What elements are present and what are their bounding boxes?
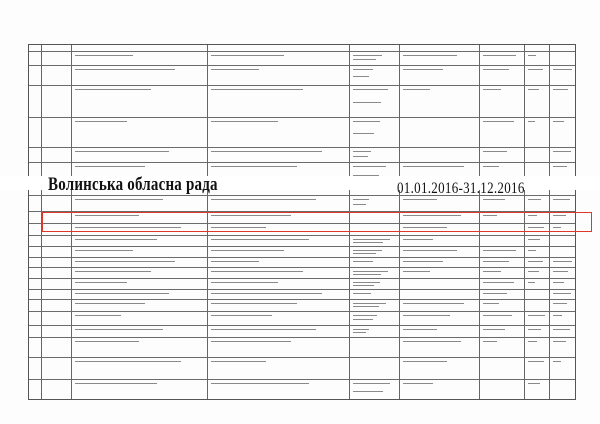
illegible-cell-text [211, 121, 278, 122]
illegible-cell-text [403, 315, 450, 316]
illegible-cell-text [353, 166, 386, 167]
illegible-cell-text [553, 151, 571, 152]
illegible-cell-text [75, 250, 133, 251]
illegible-cell-text [211, 315, 272, 316]
illegible-cell-text [553, 303, 567, 304]
illegible-cell-text [483, 261, 509, 262]
illegible-cell-text [403, 89, 430, 90]
illegible-cell-text [528, 361, 544, 362]
table-row [29, 246, 575, 247]
illegible-cell-text [483, 282, 514, 283]
illegible-cell-text [553, 166, 567, 167]
illegible-cell-text [211, 341, 291, 342]
illegible-cell-text [211, 303, 297, 304]
illegible-cell-text [528, 383, 540, 384]
illegible-cell-text [403, 271, 430, 272]
illegible-cell-text [75, 293, 169, 294]
illegible-cell-text [75, 282, 127, 283]
illegible-cell-text [75, 261, 175, 262]
illegible-cell-text [553, 315, 562, 316]
illegible-cell-text [483, 341, 497, 342]
illegible-cell-text [211, 250, 284, 251]
illegible-cell-text [553, 293, 571, 294]
illegible-cell-text [528, 55, 536, 56]
illegible-cell-text [353, 271, 388, 272]
illegible-cell-text [528, 282, 535, 283]
illegible-cell-text [353, 59, 376, 60]
illegible-cell-text [75, 239, 157, 240]
illegible-cell-text [483, 293, 507, 294]
illegible-cell-text [528, 199, 541, 200]
illegible-cell-text [75, 55, 133, 56]
illegible-cell-text [353, 69, 373, 70]
illegible-cell-text [553, 199, 570, 200]
illegible-cell-text [75, 329, 163, 330]
illegible-cell-text [211, 329, 316, 330]
illegible-cell-text [483, 166, 499, 167]
illegible-cell-text [353, 151, 371, 152]
organization-heading: Волинська обласна рада [48, 175, 218, 195]
illegible-cell-text [211, 89, 303, 90]
illegible-cell-text [553, 69, 572, 70]
table-row [29, 117, 575, 118]
illegible-cell-text [528, 341, 537, 342]
illegible-cell-text [528, 89, 539, 90]
illegible-cell-text [75, 303, 145, 304]
illegible-cell-text [211, 293, 322, 294]
illegible-cell-text [75, 199, 163, 200]
illegible-cell-text [353, 102, 381, 103]
illegible-cell-text [211, 199, 316, 200]
illegible-cell-text [75, 361, 181, 362]
illegible-cell-text [353, 89, 388, 90]
illegible-cell-text [211, 261, 259, 262]
illegible-cell-text [528, 69, 543, 70]
illegible-cell-text [353, 303, 386, 304]
illegible-cell-text [483, 303, 499, 304]
illegible-cell-text [483, 151, 507, 152]
illegible-cell-text [75, 69, 175, 70]
illegible-cell-text [528, 121, 535, 122]
table-row [29, 311, 575, 312]
illegible-cell-text [353, 285, 374, 286]
illegible-cell-text [403, 383, 433, 384]
illegible-cell-text [353, 329, 369, 330]
illegible-cell-text [353, 250, 382, 251]
illegible-cell-text [353, 261, 373, 262]
illegible-cell-text [483, 89, 501, 90]
illegible-cell-text [75, 271, 151, 272]
illegible-cell-text [553, 121, 564, 122]
illegible-cell-text [75, 166, 145, 167]
table-row [29, 51, 575, 52]
illegible-cell-text [483, 271, 501, 272]
illegible-cell-text [353, 282, 380, 283]
illegible-cell-text [528, 261, 543, 262]
illegible-cell-text [553, 341, 566, 342]
illegible-cell-text [483, 329, 505, 330]
illegible-cell-text [353, 121, 380, 122]
illegible-cell-text [353, 55, 382, 56]
illegible-cell-text [353, 293, 371, 294]
illegible-cell-text [211, 69, 259, 70]
illegible-cell-text [403, 69, 443, 70]
illegible-cell-text [75, 89, 151, 90]
illegible-cell-text [75, 151, 169, 152]
illegible-cell-text [483, 199, 505, 200]
table-row [29, 235, 575, 236]
illegible-cell-text [553, 89, 568, 90]
illegible-cell-text [75, 121, 127, 122]
illegible-cell-text [403, 361, 447, 362]
illegible-cell-text [75, 315, 121, 316]
illegible-cell-text [403, 261, 443, 262]
illegible-cell-text [528, 329, 541, 330]
table-row [29, 325, 575, 326]
illegible-cell-text [353, 383, 390, 384]
table-row [29, 65, 575, 66]
illegible-cell-text [483, 69, 509, 70]
illegible-cell-text [353, 253, 376, 254]
period-heading: 01.01.2016-31.12.2016 [397, 178, 525, 197]
table-row [29, 289, 575, 290]
illegible-cell-text [353, 306, 379, 307]
illegible-cell-text [211, 361, 266, 362]
table-row [29, 299, 575, 300]
illegible-cell-text [483, 55, 516, 56]
illegible-cell-text [403, 55, 457, 56]
illegible-cell-text [211, 55, 284, 56]
illegible-cell-text [353, 204, 366, 205]
table-row [29, 357, 575, 358]
illegible-cell-text [553, 261, 572, 262]
illegible-cell-text [403, 239, 433, 240]
illegible-cell-text [211, 151, 322, 152]
illegible-cell-text [553, 271, 568, 272]
illegible-cell-text [353, 391, 383, 392]
illegible-cell-text [553, 282, 564, 283]
illegible-cell-text [211, 239, 309, 240]
illegible-cell-text [528, 250, 536, 251]
highlighted-row-frame [42, 212, 592, 232]
table-row [29, 257, 575, 258]
illegible-cell-text [483, 315, 512, 316]
illegible-cell-text [483, 250, 516, 251]
illegible-cell-text [353, 133, 374, 134]
illegible-cell-text [211, 166, 297, 167]
illegible-cell-text [403, 166, 464, 167]
illegible-cell-text [403, 329, 437, 330]
illegible-cell-text [211, 282, 278, 283]
illegible-cell-text [211, 383, 309, 384]
illegible-cell-text [353, 274, 381, 275]
illegible-cell-text [403, 341, 461, 342]
illegible-cell-text [353, 242, 383, 243]
table-row [29, 162, 575, 163]
table-row [29, 85, 575, 86]
illegible-cell-text [403, 303, 464, 304]
table-row [29, 267, 575, 268]
illegible-cell-text [483, 121, 514, 122]
table-row [29, 379, 575, 380]
illegible-cell-text [553, 361, 561, 362]
illegible-cell-text [353, 239, 390, 240]
illegible-cell-text [353, 76, 369, 77]
illegible-cell-text [353, 332, 366, 333]
illegible-cell-text [75, 383, 157, 384]
illegible-cell-text [528, 271, 539, 272]
table-row [29, 337, 575, 338]
table-row [29, 147, 575, 148]
illegible-cell-text [75, 341, 139, 342]
table-row [29, 278, 575, 279]
illegible-cell-text [403, 250, 457, 251]
illegible-cell-text [211, 271, 303, 272]
illegible-cell-text [353, 315, 377, 316]
illegible-cell-text [528, 315, 545, 316]
illegible-cell-text [353, 319, 373, 320]
illegible-cell-text [353, 156, 368, 157]
illegible-cell-text [528, 239, 540, 240]
illegible-cell-text [553, 329, 570, 330]
illegible-cell-text [403, 199, 437, 200]
illegible-cell-text [353, 199, 369, 200]
